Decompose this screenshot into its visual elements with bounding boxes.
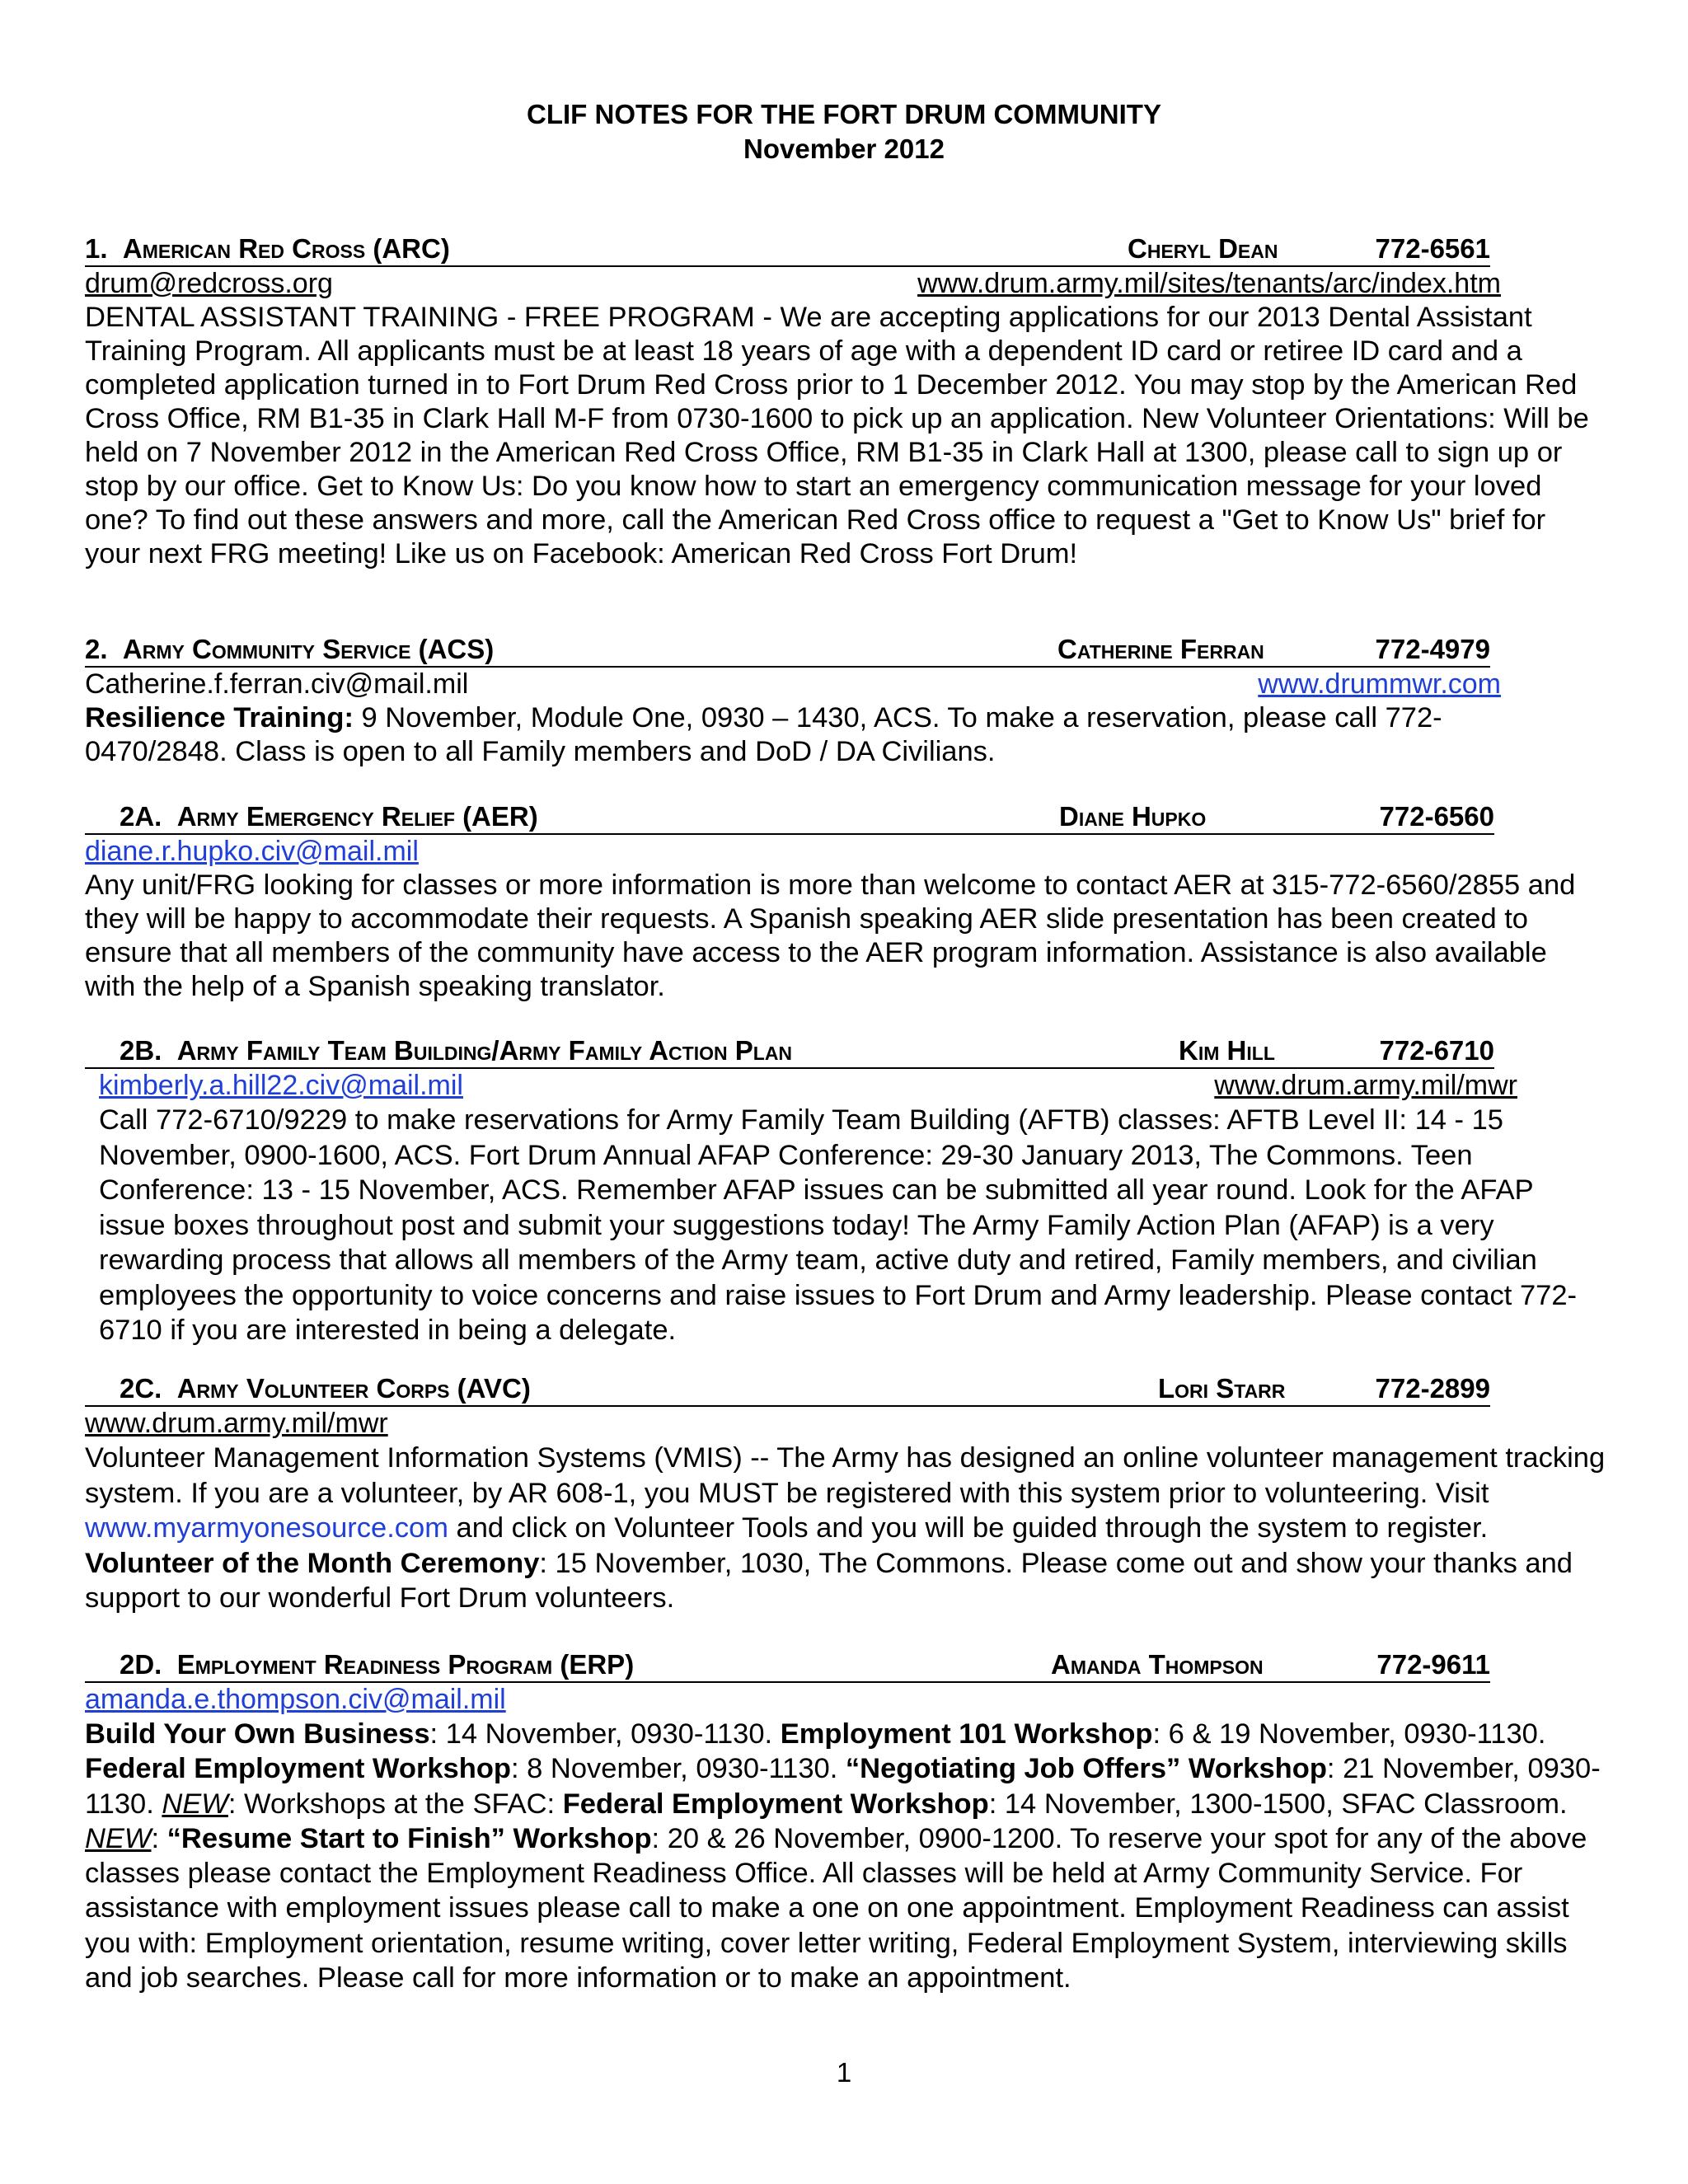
document-header bbox=[0, 97, 1688, 166]
section-heading bbox=[85, 799, 1494, 835]
email-link[interactable]: drum@redcross.org bbox=[85, 268, 333, 299]
contact-phone: 772-2899 bbox=[1375, 1373, 1490, 1404]
section-body: Volunteer Management Information Systems (VMIS) -- The Army has designed an online volunteer management tracking system. If you are a volunteer, by AR 608-1, you MUST be registered with this system prior to volunteering. Visit www.myarmyonesource.com and click on Volunteer Tools and you will be guided through the system to register. Volunteer of the Month Ceremony: 15 November, 1030, The Commons. Please come out and show your thanks and support to our wonderful Fort Drum volunteers. bbox=[85, 1442, 1606, 1614]
document-date: November 2012 bbox=[743, 134, 945, 164]
contact-name: Amanda Thompson bbox=[1051, 1649, 1264, 1680]
section-heading bbox=[85, 1033, 1494, 1069]
section-body: Call 772-6710/9229 to make reservations for Army Family Team Building (AFTB) classes: AFTB Level II: 14 - 15 November, 0900-1600, ACS. Fort Drum Annual AFAP Conference: 29-30 January 2013, The Commons. Teen Conference: 13 - 15 November, ACS. Remember AFAP issues can be submitted all year round. Look for the AFAP issue boxes throughout post and submit your suggestions today! The Army Family Action Plan (AFAP) is a very rewarding process that allows all members of the Army team, active duty and retired, Family members, and civilian employees the opportunity to voice concerns and raise issues to Fort Drum and Army leadership. Please contact 772-6710 if you are interested in being a delegate. bbox=[99, 1104, 1578, 1346]
contact-links bbox=[85, 835, 1601, 869]
section-acs bbox=[85, 632, 1589, 769]
contact-links bbox=[85, 1407, 1606, 1441]
section-title: 2B. Army Family Team Building/Army Family Action Plan bbox=[120, 1035, 793, 1066]
bold-lead: Resilience Training: bbox=[85, 702, 354, 733]
section-heading bbox=[85, 232, 1490, 267]
section-title: 1. American Red Cross (ARC) bbox=[85, 233, 450, 264]
section-title: 2A. Army Emergency Relief (AER) bbox=[120, 801, 538, 832]
contact-phone: 772-6560 bbox=[1379, 801, 1494, 832]
email-link[interactable]: amanda.e.thompson.civ@mail.mil bbox=[85, 1684, 506, 1715]
contact-links bbox=[85, 668, 1501, 701]
section-title: 2C. Army Volunteer Corps (AVC) bbox=[120, 1373, 531, 1404]
website-link[interactable]: www.drum.army.mil/mwr bbox=[1214, 1070, 1517, 1101]
page-number: 1 bbox=[836, 2057, 852, 2088]
contact-links bbox=[85, 267, 1501, 301]
contact-name: Lori Starr bbox=[1158, 1373, 1286, 1404]
contact-links bbox=[85, 1069, 1517, 1103]
contact-phone: 772-9611 bbox=[1376, 1649, 1490, 1680]
contact-name: Catherine Ferran bbox=[1057, 634, 1264, 664]
website-link[interactable]: www.drummwr.com bbox=[1258, 668, 1501, 700]
contact-links bbox=[85, 1683, 1606, 1717]
email-link[interactable]: diane.r.hupko.civ@mail.mil bbox=[85, 836, 419, 867]
section-heading bbox=[85, 632, 1490, 668]
section-aftb bbox=[85, 1033, 1606, 1348]
section-erp bbox=[85, 1647, 1606, 1995]
contact-name: Kim Hill bbox=[1179, 1035, 1275, 1066]
section-heading bbox=[85, 1371, 1490, 1407]
website-link[interactable]: www.drum.army.mil/sites/tenants/arc/index.htm bbox=[917, 268, 1501, 299]
contact-phone: 772-6710 bbox=[1379, 1035, 1494, 1066]
section-arc bbox=[85, 232, 1589, 571]
section-title: 2. Army Community Service (ACS) bbox=[85, 634, 495, 664]
myarmyonesource-link[interactable]: www.myarmyonesource.com bbox=[85, 1512, 448, 1544]
contact-phone: 772-4979 bbox=[1375, 634, 1490, 664]
section-heading bbox=[85, 1647, 1490, 1683]
section-aer bbox=[85, 799, 1601, 1004]
website-link[interactable]: www.drum.army.mil/mwr bbox=[85, 1408, 388, 1439]
email-link[interactable]: kimberly.a.hill22.civ@mail.mil bbox=[99, 1070, 463, 1101]
contact-name: Cheryl Dean bbox=[1128, 233, 1278, 264]
section-body: Any unit/FRG looking for classes or more information is more than welcome to contact AER at 315-772-6560/2855 and they will be happy to accommodate their requests. A Spanish speaking AER slide presentation has been created to ensure that all members of the community have access to the AER program information. Assistance is also available with the help of a Spanish speaking translator. bbox=[85, 869, 1576, 1002]
contact-name: Diane Hupko bbox=[1059, 801, 1207, 832]
section-title: 2D. Employment Readiness Program (ERP) bbox=[120, 1649, 635, 1680]
section-body: Resilience Training: 9 November, Module One, 0930 – 1430, ACS. To make a reservation, please call 772-0470/2848. Class is open to all Family members and DoD / DA Civilians. bbox=[85, 702, 1442, 767]
contact-phone: 772-6561 bbox=[1375, 233, 1490, 264]
section-avc bbox=[85, 1371, 1606, 1616]
section-body: Build Your Own Business: 14 November, 0930-1130. Employment 101 Workshop: 6 & 19 November, 0930-1130. Federal Employment Workshop: 8 November, 0930-1130. “Negotiating Job Offers” Workshop: 21 November, 0930-1130. NEW: Workshops at the SFAC: Federal Employment Workshop: 14 November, 1300-1500, SFAC Classroom. NEW: “Resume Start to Finish” Workshop: 20 & 26 November, 0900-1200. To reserve your spot for any of the above classes please contact the Employment Readiness Office. All classes will be held at Army Community Service. For assistance with employment issues please call to make a one on one appointment. Employment Readiness can assist you with: Employment orientation, resume writing, cover letter writing, Federal Employment System, interviewing skills and job searches. Please call for more information or to make an appointment. bbox=[85, 1718, 1601, 1994]
email-text: Catherine.f.ferran.civ@mail.mil bbox=[85, 668, 469, 700]
document-title: CLIF NOTES FOR THE FORT DRUM COMMUNITY bbox=[527, 99, 1161, 129]
section-body: DENTAL ASSISTANT TRAINING - FREE PROGRAM - We are accepting applications for our 2013 Dental Assistant Training Program. All applicants must be at least 18 years of age with a dependent ID card or retiree ID card and a completed application turned in to Fort Drum Red Cross prior to 1 December 2012. You may stop by the American Red Cross Office, RM B1-35 in Clark Hall M-F from 0730-1600 to pick up an application. New Volunteer Orientations: Will be held on 7 November 2012 in the American Red Cross Office, RM B1-35 in Clark Hall at 1300, please call to sign up or stop by our office. Get to Know Us: Do you know how to start an emergency communication message for your loved one? To find out these answers and more, call the American Red Cross office to request a "Get to Know Us" brief for your next FRG meeting! Like us on Facebook: American Red Cross Fort Drum! bbox=[85, 302, 1589, 569]
